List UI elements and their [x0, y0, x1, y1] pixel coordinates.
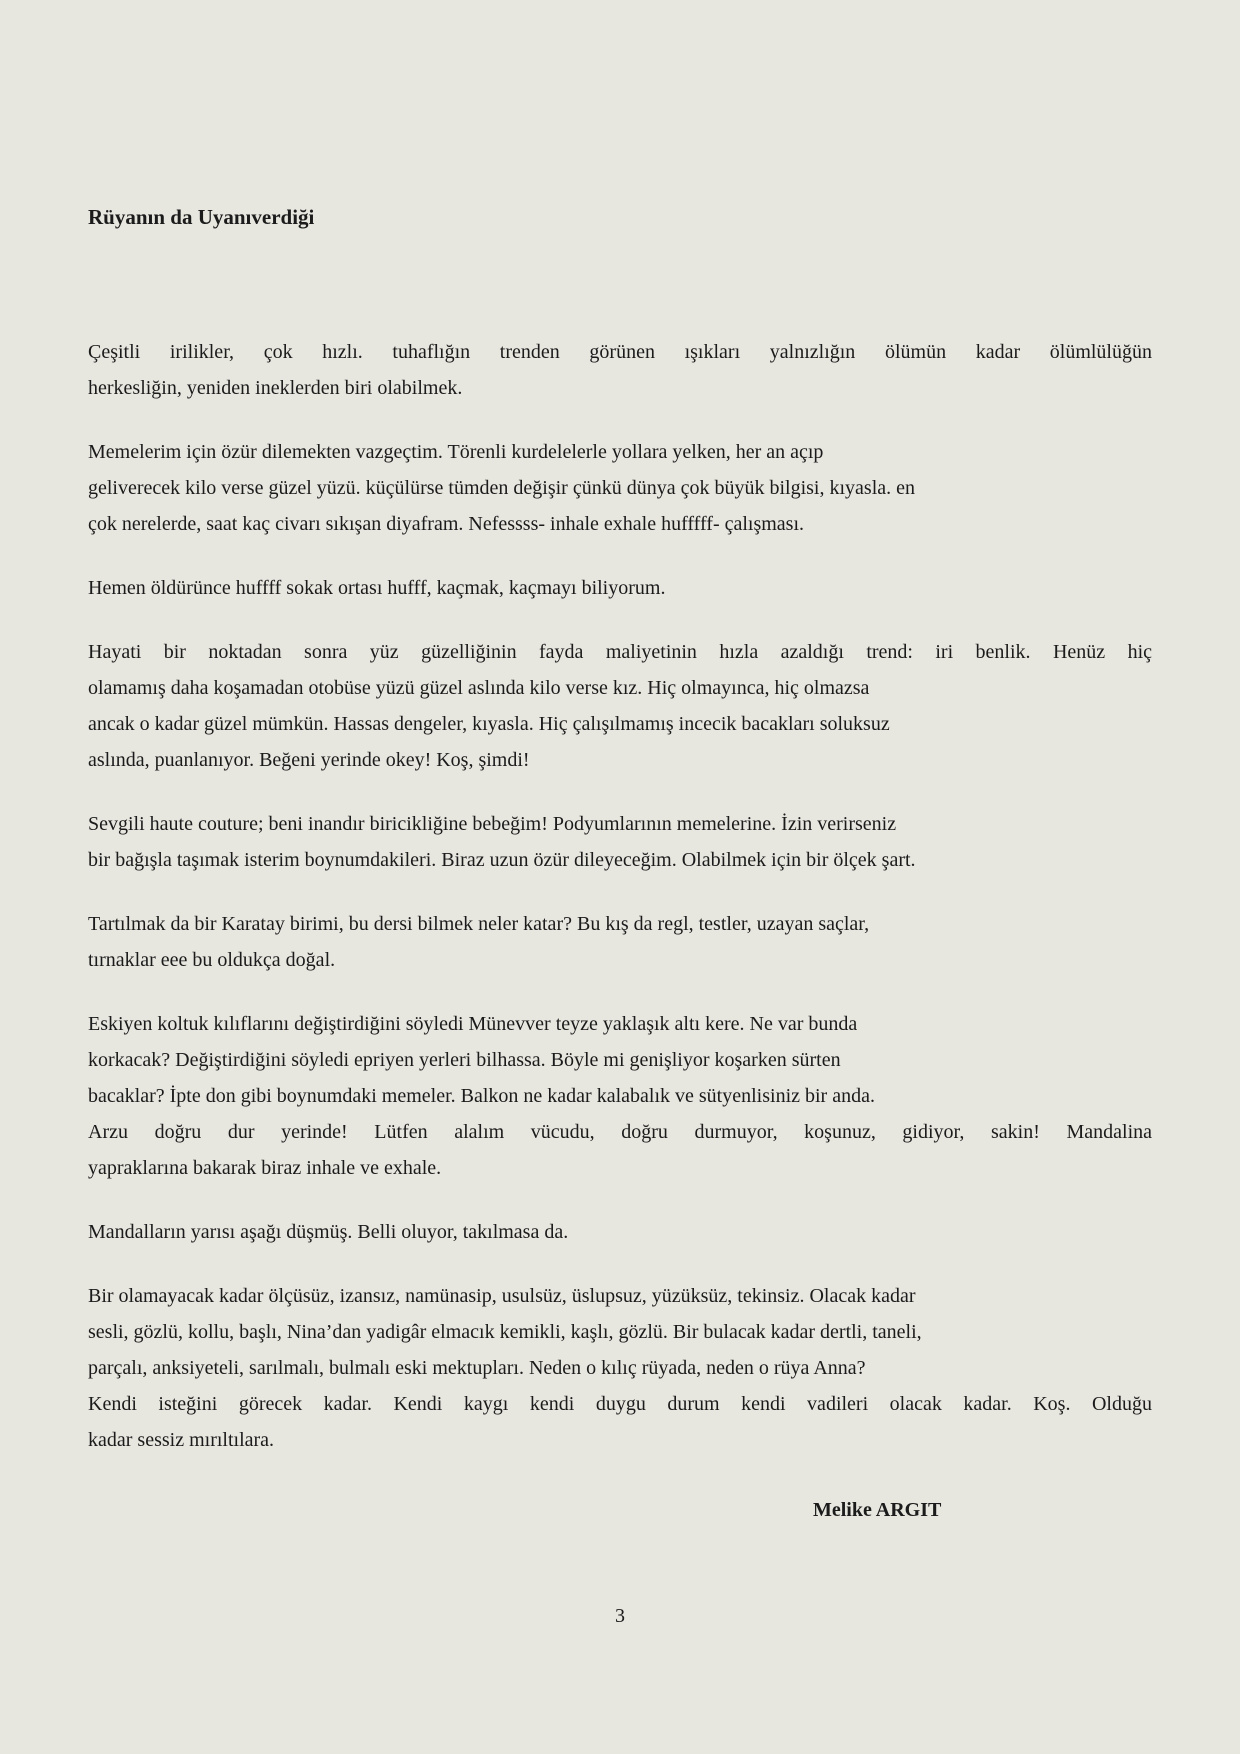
text-line: Hayati bir noktadan sonra yüz güzelliğinin fayda maliyetinin hızla azaldığı trend: iri benlik. Henüz hiç: [88, 641, 1152, 664]
text-line: parçalı, anksiyeteli, sarılmalı, bulmalı eski mektupları. Neden o kılıç rüyada, neden o rüya Anna?: [88, 1357, 866, 1380]
text-line: çok nerelerde, saat kaç civarı sıkışan diyafram. Nefessss- inhale exhale hufffff- çalışması.: [88, 513, 805, 536]
paragraph: [88, 434, 1152, 542]
paragraph: [88, 1006, 1152, 1186]
text-line: Sevgili haute couture; beni inandır biricikliğine bebeğim! Podyumlarının memelerine. İzin verirseniz: [88, 813, 897, 836]
text-line: bir bağışla taşımak isterim boynumdakileri. Biraz uzun özür dileyeceğim. Olabilmek için bir ölçek şart.: [88, 849, 916, 872]
author-name: Melike ARGIT: [813, 1499, 942, 1522]
document-body: [88, 334, 1152, 1458]
text-line: tırnaklar eee bu oldukça doğal.: [88, 949, 336, 972]
text-line: Memelerim için özür dilemekten vazgeçtim. Törenli kurdelelerle yollara yelken, her an açıp: [88, 441, 824, 464]
text-line: Mandalların yarısı aşağı düşmüş. Belli oluyor, takılmasa da.: [88, 1221, 569, 1244]
text-line: Hemen öldürünce huffff sokak ortası hufff, kaçmak, kaçmayı biliyorum.: [88, 577, 666, 600]
text-line: kadar sessiz mırıltılara.: [88, 1429, 275, 1452]
paragraph: [88, 906, 1152, 978]
text-line: ancak o kadar güzel mümkün. Hassas dengeler, kıyasla. Hiç çalışılmamış incecik bacakları soluksuz: [88, 713, 890, 736]
paragraph: [88, 1278, 1152, 1458]
text-line: Tartılmak da bir Karatay birimi, bu dersi bilmek neler katar? Bu kış da regl, testler, uzayan saçlar,: [88, 913, 870, 936]
page-number: 3: [615, 1605, 625, 1628]
text-line: Kendi isteğini görecek kadar. Kendi kaygı kendi duygu durum kendi vadileri olacak kadar. Koş. Olduğu: [88, 1393, 1152, 1416]
text-line: Bir olamayacak kadar ölçüsüz, izansız, namünasip, usulsüz, üslupsuz, yüzüksüz, tekinsiz. Olacak kadar: [88, 1285, 916, 1308]
page-title: Rüyanın da Uyanıverdiği: [88, 205, 315, 229]
text-line: olamamış daha koşamadan otobüse yüzü güzel aslında kilo verse kız. Hiç olmayınca, hiç olmazsa: [88, 677, 870, 700]
text-line: Eskiyen koltuk kılıflarını değiştirdiğini söyledi Münevver teyze yaklaşık altı kere. Ne var bunda: [88, 1013, 858, 1036]
text-line: yapraklarına bakarak biraz inhale ve exhale.: [88, 1157, 442, 1180]
paragraph: [88, 570, 1152, 606]
paragraph: [88, 1214, 1152, 1250]
paragraph: [88, 634, 1152, 778]
text-line: Arzu doğru dur yerinde! Lütfen alalım vücudu, doğru durmuyor, koşunuz, gidiyor, sakin! Mandalina: [88, 1121, 1152, 1144]
text-line: Çeşitli irilikler, çok hızlı. tuhaflığın trenden görünen ışıkları yalnızlığın ölümün kadar ölümlülüğün: [88, 341, 1152, 364]
text-line: aslında, puanlanıyor. Beğeni yerinde okey! Koş, şimdi!: [88, 749, 530, 772]
text-line: herkesliğin, yeniden ineklerden biri olabilmek.: [88, 377, 463, 400]
text-line: bacaklar? İpte don gibi boynumdaki memeler. Balkon ne kadar kalabalık ve sütyenlisiniz bir anda.: [88, 1085, 875, 1108]
text-line: sesli, gözlü, kollu, başlı, Nina’dan yadigâr elmacık kemikli, kaşlı, gözlü. Bir bulacak kadar dertli, taneli,: [88, 1321, 922, 1344]
text-line: korkacak? Değiştirdiğini söyledi epriyen yerleri bilhassa. Böyle mi genişliyor koşarken sürten: [88, 1049, 841, 1072]
text-line: geliverecek kilo verse güzel yüzü. küçülürse tümden değişir çünkü dünya çok büyük bilgisi, kıyasla. en: [88, 477, 916, 500]
paragraph: [88, 334, 1152, 406]
paragraph: [88, 806, 1152, 878]
